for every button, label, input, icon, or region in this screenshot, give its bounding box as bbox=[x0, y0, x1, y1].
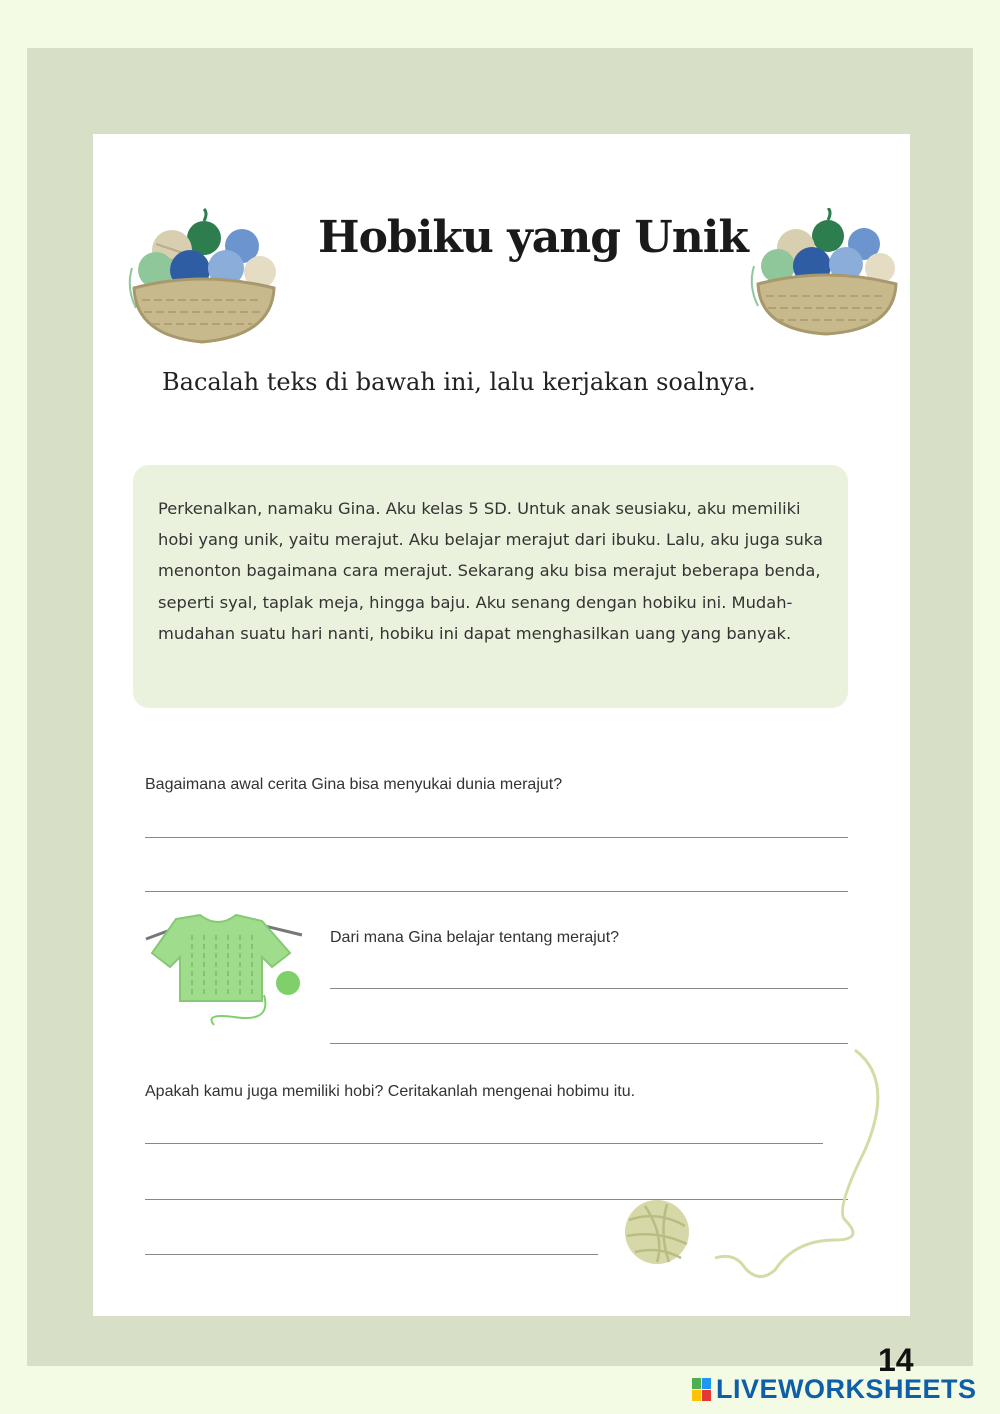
answer-line[interactable] bbox=[330, 988, 848, 989]
reading-passage-box bbox=[133, 465, 848, 708]
instruction-text: Bacalah teks di bawah ini, lalu kerjakan soalnya. bbox=[162, 368, 756, 396]
answer-line[interactable] bbox=[145, 891, 848, 892]
yarn-basket-icon bbox=[122, 208, 282, 348]
question-3: Apakah kamu juga memiliki hobi? Ceritakanlah mengenai hobimu itu. bbox=[145, 1083, 636, 1100]
knitting-sweater-icon bbox=[140, 905, 310, 1030]
answer-line[interactable] bbox=[145, 837, 848, 838]
yarn-ball-icon bbox=[615, 1040, 895, 1280]
question-2: Dari mana Gina belajar tentang merajut? bbox=[330, 929, 620, 946]
question-1: Bagaimana awal cerita Gina bisa menyukai dunia merajut? bbox=[145, 776, 563, 793]
reading-passage: Perkenalkan, namaku Gina. Aku kelas 5 SD. Untuk anak seusiaku, aku memiliki hobi yang unik, yaitu merajut. Aku belajar merajut dari ibuku. Lalu, aku juga suka menonton bagaimana cara merajut. Sekarang aku bisa merajut beberapa benda, seperti syal, taplak meja, hingga baju. Aku senang dengan hobiku ini. Mudah-mudahan suatu hari nanti, hobiku ini dapat menghasilkan uang yang banyak. bbox=[158, 499, 823, 643]
liveworksheets-logo[interactable] bbox=[692, 1374, 992, 1406]
yarn-basket-icon bbox=[746, 208, 906, 338]
liveworksheets-badge-icon bbox=[692, 1378, 712, 1402]
worksheet-title: Hobiku yang Unik bbox=[318, 212, 748, 263]
answer-line[interactable] bbox=[145, 1254, 598, 1255]
liveworksheets-wordmark: LIVEWORKSHEETS bbox=[716, 1374, 977, 1404]
page-number: 14 bbox=[878, 1342, 914, 1378]
